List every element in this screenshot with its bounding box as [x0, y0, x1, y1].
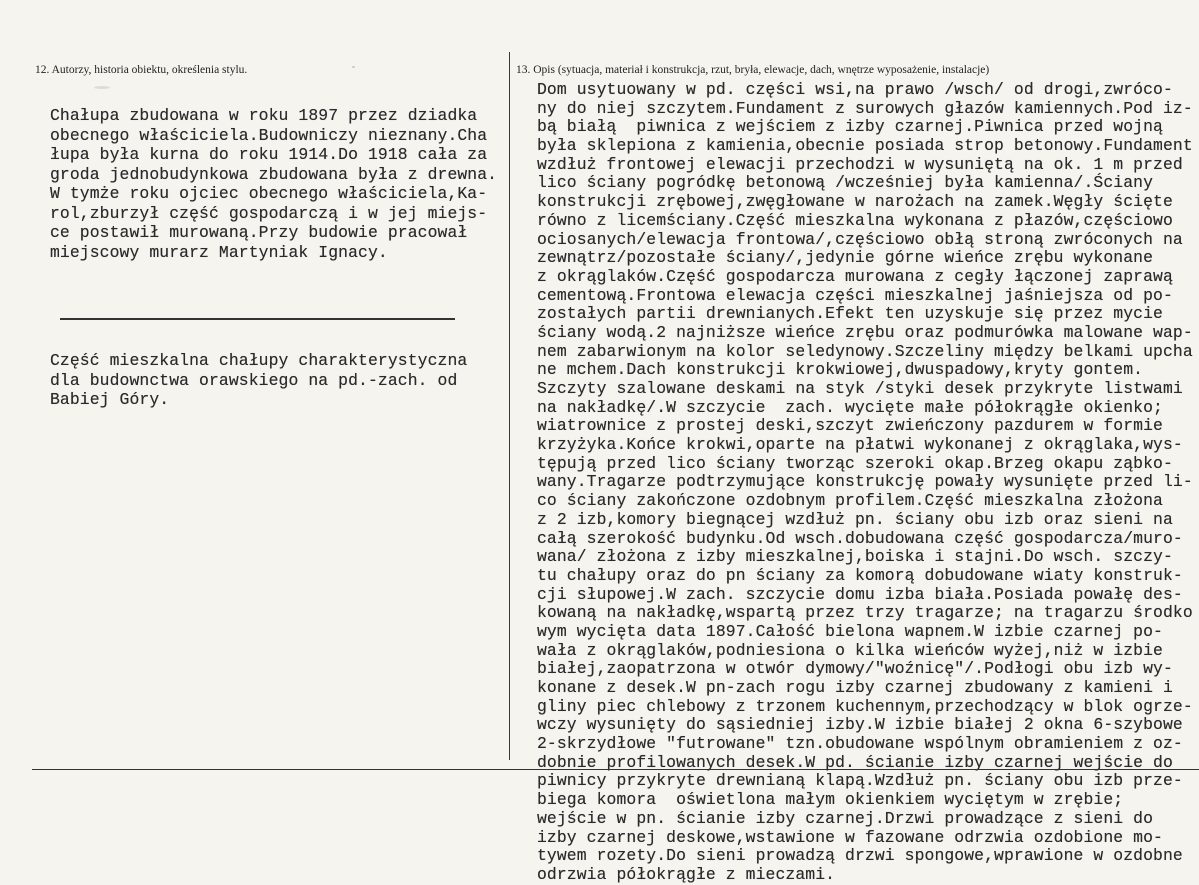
ink-speck: [94, 86, 110, 89]
description-body: Dom usytuowany w pd. części wsi,na prawo /wsch/ od drogi,zwróco- ny do niej szczytem.Fundament z surowych głazów kamiennych.Pod iz- bą białą piwnica z wejściem z izby czarnej.Piwnica przed wojną była sklepiona z kamienia,obecnie posiada strop betonowy.Fundament wzdłuż frontowej elewacji przechodzi w wysuniętą na ok. 1 m przed lico ściany pogródkę betonową /wcześniej była kamienna/.Ściany konstrukcji zrębowej,zwęgłowane w narożach na zamek.Węgły ścięte równo z licemściany.Część mieszkalna wykonana z płazów,częściowo ociosanych/elewacja frontowa/,częściowo obłą stroną zwróconych na zewnątrz/pozostałe ściany/,jedynie górne wieńce zrębu wykonane z okrąglaków.Część gospodarcza murowana z cegły łączonej zaprawą cementową.Frontowa elewacja części mieszkalnej jaśniejsza od po- zostałych partii drewnianych.Efekt ten uzyskuje się przez mycie ściany wodą.2 najniższe wieńce zrębu oraz podmurówka malowane wap- nem zabarwionym na kolor seledynowy.Szczeliny między belkami upcha ne mchem.Dach konstrukcji krokwiowej,dwuspadowy,kryty gontem. Szczyty szalowane deskami na styk /styki desek przykryte listwami na nakładkę/.W szczycie zach. wycięte małe półokrągłe okienko; wiatrownice z prostej deski,szczyt zwieńczony pazdurem w formie krzyżyka.Końce krokwi,oparte na płatwi wykonanej z okrąglaka,wys- tępują przed lico ściany tworząc szeroki okap.Brzeg okapu ząbko- wany.Tragarze podtrzymujące konstrukcję powały wysunięte przed li- co ściany zakończone ozdobnym profilem.Część mieszkalna złożona z 2 izb,komory biegnącej wzdłuż pn. ściany obu izb oraz sieni na całą szerokość budynku.Od wsch.dobudowana część gospodarcza/muro- wana/ złożona z izby mieszkalnej,boiska i stajni.Do wsch. szczy- tu chałupy oraz do pn ściany za komorą dobudowane wiaty konstruk- cji słupowej.W zach. szczycie domu izba biała.Posiada powałę des- kowaną na nakładkę,wspartą przez trzy tragarze; na tragarzu środko wym wycięta data 1897.Całość bielona wapnem.W izbie czarnej po- wała z okrąglaków,podniesiona o kilka wieńców wyżej,niż w izbie białej,zaopatrzona w otwór dymowy/"woźnicę"/.Podłogi obu izb wy- konane z desek.W pn-zach rogu izby czarnej zbudowany z kamieni i gliny piec chlebowy z trzonem kuchennym,przechodzący w blok ogrze- wczy wysunięty do sąsiedniej izby.W izbie białej 2 okna 6-szybowe 2-skrzydłowe "futrowane" tzn.obudowane wspólnym obramieniem z oz- dobnie profilowanych desek.W pd. ścianie izby czarnej wejście do piwnicy przykryte drewnianą klapą.Wzdłuż pn. ściany obu izb prze- biega komora oświetlona małym okienkiem wyciętym w zrębie; wejście w pn. ścianie izby czarnej.Drzwi prowadzące z sieni do izby czarnej deskowe,wstawione w fazowane odrzwia ozdobione mo- tywem rozety.Do sieni prowadzą drzwi spongowe,wprawione w ozdobne odrzwia półokrągłe z mieczami.: [537, 80, 1193, 884]
column-divider: [509, 52, 510, 760]
section-12-header: 12. Autorzy, historia obiektu, określenia stylu.: [35, 64, 248, 76]
section-13-header: 13. Opis (sytuacja, materiał i konstrukcja, rzut, bryła, elewacje, dach, wnętrze wyposażenie, instalacje): [516, 64, 990, 76]
style-paragraph: Część mieszkalna chałupy charakterystyczna dla budownctwa orawskiego na pd.-zach. od Babiej Góry.: [50, 351, 468, 409]
history-paragraph: Chałupa zbudowana w roku 1897 przez dziadka obecnego właściciela.Budowniczy nieznany.Cha łupa była kurna do roku 1914.Do 1918 cała za groda jednobudynkowa zbudowana była z drewna. W tymże roku ojciec obecnego właściciela,Ka- rol,zburzył część gospodarczą i w jej miejs- ce postawił murowaną.Przy budowie pracował miejscowy murarz Martyniak Ignacy.: [50, 106, 498, 262]
typed-dash-rule: [60, 318, 455, 320]
ink-speck: [352, 66, 355, 68]
bottom-rule: [32, 769, 1199, 770]
